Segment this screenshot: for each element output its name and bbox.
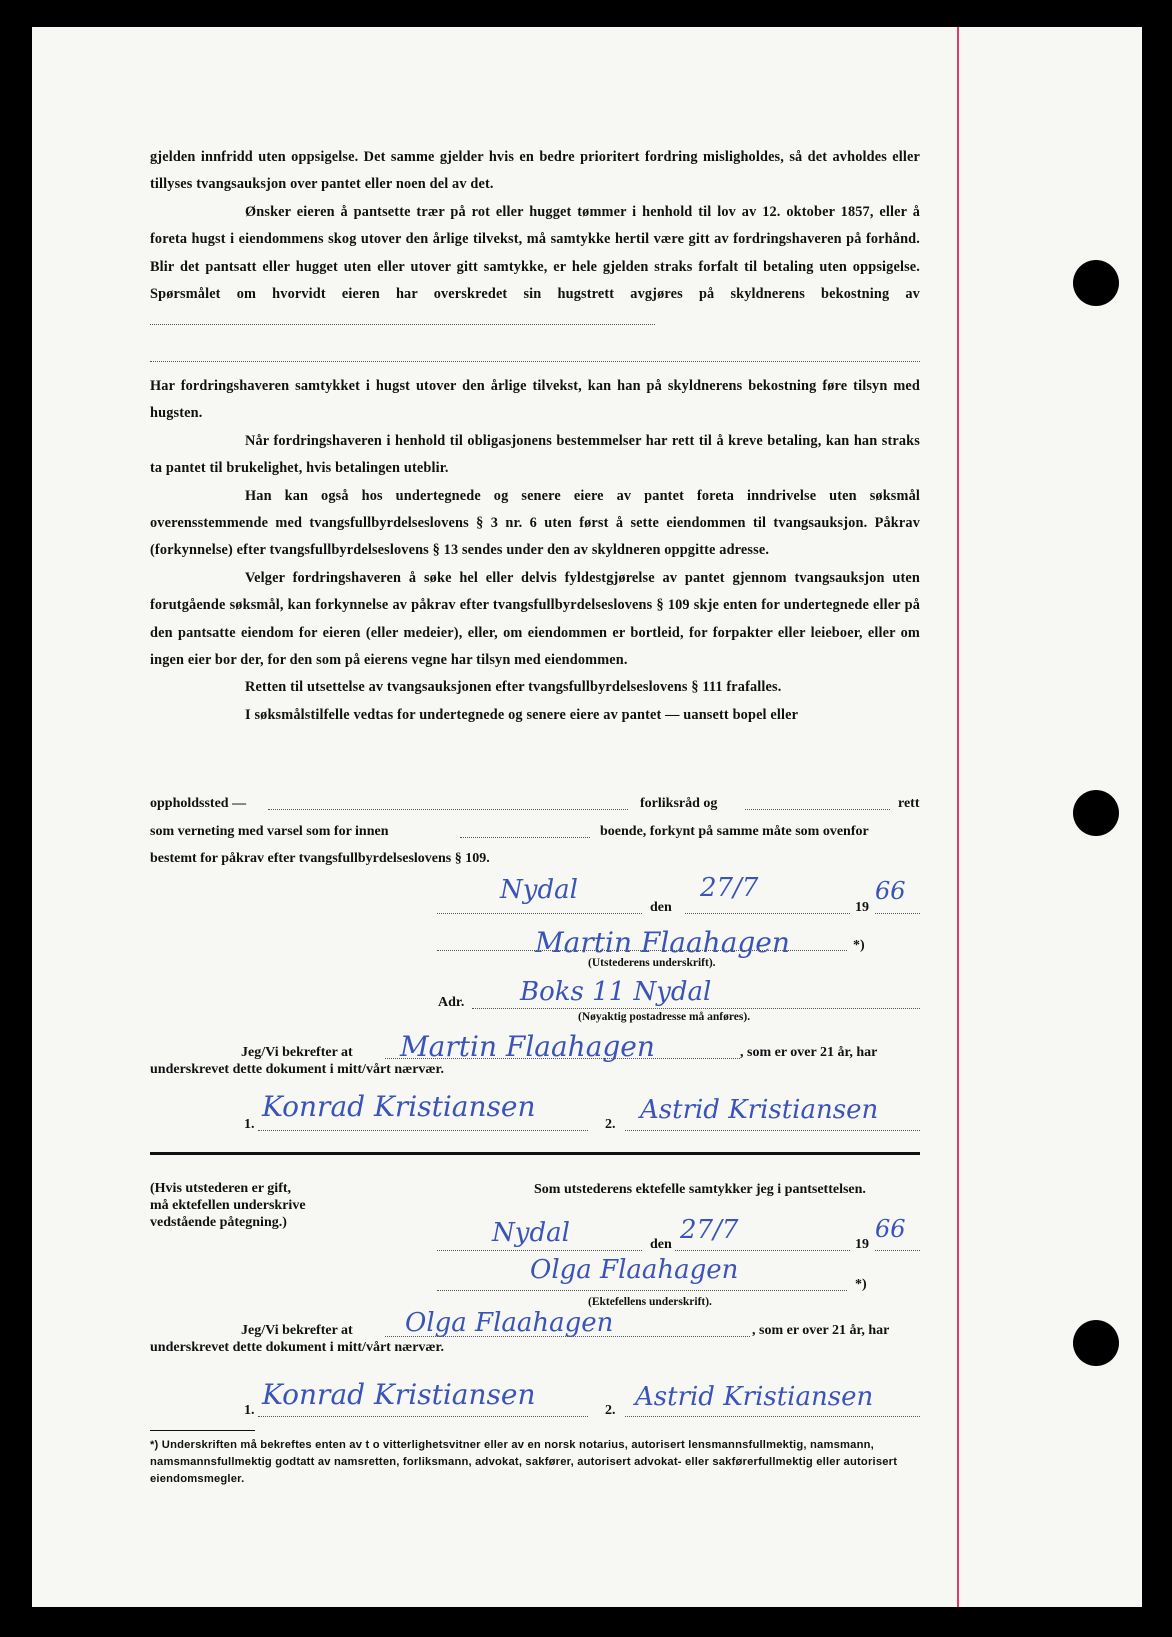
body-text-block-2 <box>150 373 920 729</box>
spouse-witness-1-signature: Konrad Kristiansen <box>262 1378 536 1411</box>
issuer-place-line[interactable] <box>437 913 642 914</box>
venue-label-d: som verneting med varsel som for innen <box>150 824 389 839</box>
issuer-signature: Martin Flaahagen <box>535 926 790 959</box>
spouse-signature-caption: (Ektefellens underskrift). <box>588 1296 712 1308</box>
paragraph-2: Ønsker eieren å pantsette trær på rot eller hugget tømmer i henhold til lov av 12. oktober 1857, eller å foreta hugst i eiendommens skog utover den årlige tilvekst, må samtykke hertil være gitt av fordringshaveren på forhånd. Blir det pantsatt eller hugget uten eller utover gitt samtykke, er hele gjelden straks forfalt til betaling uten oppsigelse. Spørsmålet om hvorvidt eieren har overskredet sin hugstrett avgjøres på skyldnerens bekostning av <box>150 199 920 336</box>
venue-blank-1[interactable] <box>268 809 628 810</box>
issuer-year-prefix: 19 <box>855 900 869 915</box>
spouse-place-line[interactable] <box>437 1250 642 1251</box>
spouse-year-line[interactable] <box>875 1250 920 1251</box>
issuer-address-handwriting: Boks 11 Nydal <box>520 977 712 1007</box>
spouse-consent-text: Som utstederens ektefelle samtykker jeg i pantsettelsen. <box>534 1182 866 1197</box>
spouse-year-prefix: 19 <box>855 1237 869 1252</box>
venue-label-a: oppholdssted — <box>150 796 247 811</box>
spouse-note: (Hvis utstederen er gift, må ektefellen underskrive vedstående påtegning.) <box>150 1181 306 1230</box>
body-text-block-1 <box>150 144 920 336</box>
spouse-confirm-suffix: , som er over 21 år, har <box>752 1323 890 1338</box>
issuer-confirm-suffix: , som er over 21 år, har <box>740 1045 878 1060</box>
paragraph-6: Velger fordringshaveren å søke hel eller delvis fyldestgjørelse av pantet gjennom tvangsauksjon uten forutgående søksmål, kan forkynnelse av påkrav efter tvangsfullbyrdelseslovens § 109 skje enten for undertegnede eller på den pantsatte eiendom for eieren (eller medeier), eller, om eiendommen er bortleid, for forpakter eller leieboer, eller om ingen eier bor der, for den som på eierens vegne har tilsyn med eiendommen. <box>150 569 920 669</box>
issuer-witness-1-line[interactable] <box>258 1130 588 1131</box>
spouse-date-handwriting: 27/7 <box>680 1215 739 1245</box>
footnote-rule <box>150 1430 255 1431</box>
issuer-confirm-label: Jeg/Vi bekrefter at <box>241 1045 353 1060</box>
paragraph-7: Retten til utsettelse av tvangsauksjonen efter tvangsfullbyrdelseslovens § 111 frafalles. <box>245 679 782 696</box>
spouse-confirm-line[interactable] <box>385 1336 750 1337</box>
venue-blank-2[interactable] <box>745 809 890 810</box>
paragraph-1: gjelden innfridd uten oppsigelse. Det samme gjelder hvis en bedre prioritert fordring misligholdes, så det avholdes eller tillyses tvangsauksjon over pantet eller noen del av det. <box>150 149 920 193</box>
spouse-signature-line[interactable] <box>437 1290 847 1291</box>
venue-blank-3[interactable] <box>460 837 590 838</box>
spouse-confirm-line-2: underskrevet dette dokument i mitt/vårt nærvær. <box>150 1340 444 1355</box>
spouse-date-line[interactable] <box>675 1250 850 1251</box>
issuer-confirm-handwriting: Martin Flaahagen <box>400 1030 655 1063</box>
spouse-witness-2-line[interactable] <box>625 1416 920 1417</box>
venue-label-f: bestemt for påkrav efter tvangsfullbyrdelseslovens § 109. <box>150 851 490 866</box>
issuer-den-label: den <box>650 900 672 915</box>
venue-label-c: rett <box>898 796 920 811</box>
issuer-witness-1-signature: Konrad Kristiansen <box>262 1090 536 1123</box>
issuer-date-line[interactable] <box>685 913 850 914</box>
issuer-witness-2-signature: Astrid Kristiansen <box>640 1095 879 1125</box>
spouse-signature: Olga Flaahagen <box>530 1255 739 1285</box>
spouse-witness-2-number: 2. <box>605 1403 616 1418</box>
hugst-assessor-line[interactable] <box>150 361 920 362</box>
red-margin-line <box>957 27 959 1607</box>
issuer-confirm-line-2: underskrevet dette dokument i mitt/vårt nærvær. <box>150 1062 444 1077</box>
issuer-address-line[interactable] <box>472 1008 920 1009</box>
paragraph-4: Når fordringshaveren i henhold til obligasjonens bestemmelser har rett til å kreve betaling, kan han straks ta pantet til brukelighet, hvis betalingen uteblir. <box>150 432 920 477</box>
footnote-text: *) Underskriften må bekreftes enten av t o vitterlighetsvitner eller av en norsk notarius, autorisert lensmannsfullmektig, namsmann, namsmannsfullmektig godtatt av namsretten, forliksmann, advokat, sakfører, autorisert advokat- eller sakførerfullmektig eller autorisert eiendomsmegler. <box>150 1439 898 1485</box>
spouse-confirm-handwriting: Olga Flaahagen <box>405 1308 614 1338</box>
punch-hole-top <box>1073 260 1119 306</box>
spouse-witness-1-number: 1. <box>244 1403 255 1418</box>
spouse-witness-2-signature: Astrid Kristiansen <box>635 1382 874 1412</box>
venue-label-b: forliksråd og <box>640 796 718 811</box>
spouse-place-handwriting: Nydal <box>492 1218 570 1248</box>
issuer-address-caption: (Nøyaktig postadresse må anføres). <box>578 1011 751 1023</box>
issuer-date-handwriting: 27/7 <box>700 873 759 903</box>
paragraph-8: I søksmålstilfelle vedtas for undertegnede og senere eiere av pantet — uansett bopel eller <box>245 706 799 723</box>
venue-label-e: boende, forkynt på samme måte som ovenfor <box>600 824 869 839</box>
spouse-year-handwriting: 66 <box>875 1215 906 1243</box>
punch-hole-middle <box>1073 790 1119 836</box>
issuer-signature-caption: (Utstederens underskrift). <box>588 957 716 969</box>
issuer-year-handwriting: 66 <box>875 877 906 905</box>
issuer-witness-2-number: 2. <box>605 1117 616 1132</box>
paragraph-3: Har fordringshaveren samtykket i hugst utover den årlige tilvekst, kan han på skyldnerens bekostning føre tilsyn med hugsten. <box>150 378 920 422</box>
paragraph-5: Han kan også hos undertegnede og senere eiere av pantet foreta inndrivelse uten søksmål overensstemmende med tvangsfullbyrdelseslovens § 3 nr. 6 uten først å sette eiendommen til tvangsauksjon. Påkrav (forkynnelse) efter tvangsfullbyrdelseslovens § 13 sendes under den av skyldneren oppgitte adresse. <box>150 487 920 559</box>
spouse-den-label: den <box>650 1237 672 1252</box>
issuer-year-line[interactable] <box>875 913 920 914</box>
section-divider <box>150 1152 920 1155</box>
punch-hole-bottom <box>1073 1320 1119 1366</box>
issuer-confirm-line[interactable] <box>385 1058 740 1059</box>
issuer-asterisk: *) <box>853 938 865 953</box>
issuer-place-handwriting: Nydal <box>500 875 578 905</box>
spouse-witness-1-line[interactable] <box>258 1416 588 1417</box>
issuer-witness-1-number: 1. <box>244 1117 255 1132</box>
issuer-signature-line[interactable] <box>437 950 847 951</box>
spouse-asterisk: *) <box>855 1277 867 1292</box>
spouse-confirm-label: Jeg/Vi bekrefter at <box>241 1323 353 1338</box>
issuer-witness-2-line[interactable] <box>625 1130 920 1131</box>
issuer-address-label: Adr. <box>438 995 465 1010</box>
